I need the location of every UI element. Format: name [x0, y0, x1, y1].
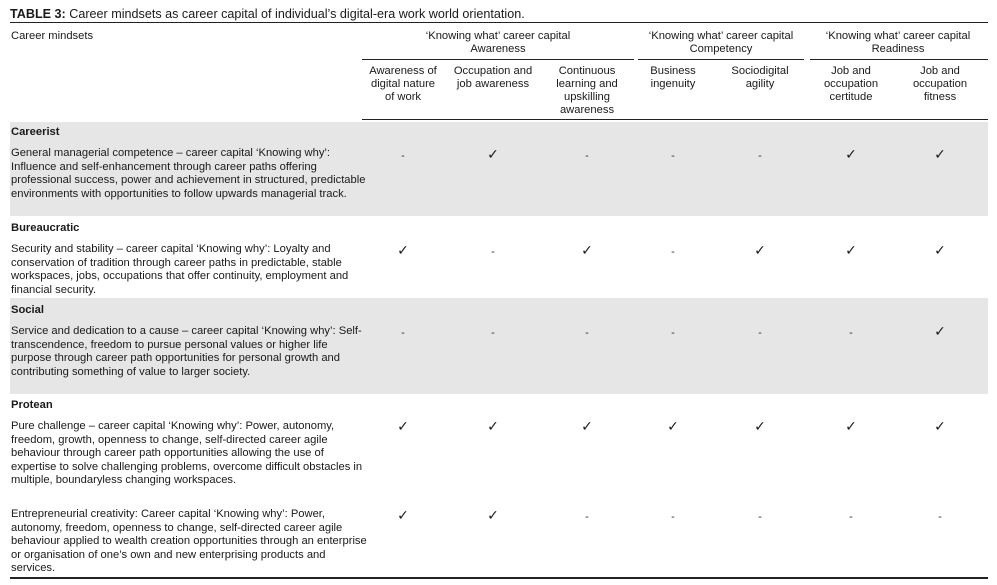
dash-mark: -: [401, 327, 405, 339]
group-title: ‘Knowing what’ career capital: [648, 30, 794, 42]
mindset-description: Entrepreneurial creativity: Career capital ‘Knowing why’: Power, autonomy, freedom, openness to change, self-directed career agile behaviour applied to wealth creation opportunities through an enterprise or organisation of one’s own and new enterprising products and services.: [11, 508, 367, 574]
header-bottom-rule: [362, 119, 988, 120]
dash-mark: -: [758, 511, 762, 523]
check-mark-icon: ✓: [487, 418, 499, 434]
dash-mark: -: [491, 246, 495, 258]
dash-mark: -: [849, 327, 853, 339]
row-label-header: Career mindsets: [11, 30, 94, 42]
mindset-title: Social: [11, 304, 44, 316]
dash-mark: -: [491, 327, 495, 339]
dash-mark: -: [671, 511, 675, 523]
check-mark-icon: ✓: [581, 418, 593, 434]
column-header-line: Awareness of: [369, 65, 437, 77]
group-subtitle: Readiness: [871, 43, 925, 55]
dash-mark: -: [938, 511, 942, 523]
check-mark-icon: ✓: [845, 418, 857, 434]
mindset-description: General managerial competence – career capital ‘Knowing why’: Influence and self-enhancement through career paths offering professional success, power and achievement in structured, predictable environments with opportunities to follow upwards managerial track.: [11, 147, 366, 200]
group-header-awareness: [360, 30, 636, 56]
check-mark-icon: ✓: [397, 418, 409, 434]
column-header-line: fitness: [923, 91, 957, 103]
column-header: [812, 65, 890, 104]
table-label: TABLE 3:: [10, 7, 66, 21]
dash-mark: -: [585, 150, 589, 162]
dash-mark: -: [585, 327, 589, 339]
dash-mark: -: [671, 246, 675, 258]
column-header-line: upskilling: [563, 91, 611, 103]
check-mark-icon: ✓: [397, 242, 409, 258]
column-header-line: agility: [745, 78, 775, 90]
check-mark-icon: ✓: [487, 507, 499, 523]
check-mark-icon: ✓: [487, 146, 499, 162]
column-header-line: Business: [650, 65, 696, 77]
group-title: ‘Knowing what’ career capital: [825, 30, 971, 42]
column-header-line: digital nature: [370, 78, 436, 90]
column-header: [547, 65, 627, 117]
group-subtitle: Awareness: [470, 43, 526, 55]
check-mark-icon: ✓: [845, 146, 857, 162]
mindset-title: Careerist: [11, 126, 60, 138]
column-header-line: of work: [384, 91, 422, 103]
column-header-line: certitude: [829, 91, 873, 103]
check-mark-icon: ✓: [397, 507, 409, 523]
dash-mark: -: [758, 150, 762, 162]
column-header-line: learning and: [556, 78, 618, 90]
column-header-line: awareness: [559, 104, 615, 116]
column-header: [447, 65, 539, 91]
mindset-description: Service and dedication to a cause – career capital ‘Knowing why’: Self-transcendence, freedom to pursue personal values or higher life purpose through career path opportunities for personal growth and contributing something of value to larger society.: [11, 325, 362, 378]
dash-mark: -: [849, 511, 853, 523]
check-mark-icon: ✓: [667, 418, 679, 434]
group-header-readiness: [808, 30, 988, 56]
column-header-line: Job and: [920, 65, 960, 77]
dash-mark: -: [671, 327, 675, 339]
column-header-line: Job and: [831, 65, 871, 77]
check-mark-icon: ✓: [934, 323, 946, 339]
column-header-line: job awareness: [456, 78, 530, 90]
check-mark-icon: ✓: [845, 242, 857, 258]
group-subtitle: Competency: [689, 43, 753, 55]
table-caption-text: Career mindsets as career capital of individual’s digital-era work world orientation.: [65, 7, 525, 21]
check-mark-icon: ✓: [754, 418, 766, 434]
mindset-title: Bureaucratic: [11, 222, 80, 234]
group-underline-awareness: [362, 59, 634, 60]
column-header: [900, 65, 980, 104]
check-mark-icon: ✓: [934, 146, 946, 162]
column-header-line: occupation: [912, 78, 968, 90]
dash-mark: -: [671, 150, 675, 162]
group-underline-competency: [638, 59, 804, 60]
group-title: ‘Knowing what’ career capital: [425, 30, 571, 42]
column-header-line: Sociodigital: [731, 65, 789, 77]
column-header: [358, 65, 448, 104]
column-header-line: occupation: [823, 78, 879, 90]
column-header: [638, 65, 708, 91]
dash-mark: -: [758, 327, 762, 339]
bottom-rule: [10, 577, 988, 579]
dash-mark: -: [401, 150, 405, 162]
check-mark-icon: ✓: [581, 242, 593, 258]
check-mark-icon: ✓: [934, 242, 946, 258]
column-header-line: Occupation and: [453, 65, 533, 77]
column-header-line: Continuous: [558, 65, 616, 77]
top-rule: [10, 22, 988, 23]
group-underline-readiness: [810, 59, 988, 60]
check-mark-icon: ✓: [754, 242, 766, 258]
group-header-competency: [636, 30, 806, 56]
column-header-line: ingenuity: [650, 78, 696, 90]
table-caption: [10, 6, 988, 22]
check-mark-icon: ✓: [934, 418, 946, 434]
mindset-description: Security and stability – career capital ‘Knowing why’: Loyalty and conservation of tradition through career paths in predictable, stable workspaces, jobs, occupations that offer continuity, employment and financial security.: [11, 243, 349, 296]
dash-mark: -: [585, 511, 589, 523]
mindset-description: Pure challenge – career capital ‘Knowing why’: Power, autonomy, freedom, growth, openness to change, self-directed career agile behaviour through career path opportunities allowing the use of expertise to solve challenging problems, overcome difficult obstacles in multiple, boundaryless changing workspaces.: [11, 420, 363, 486]
column-header: [719, 65, 801, 91]
mindset-title: Protean: [11, 399, 53, 411]
